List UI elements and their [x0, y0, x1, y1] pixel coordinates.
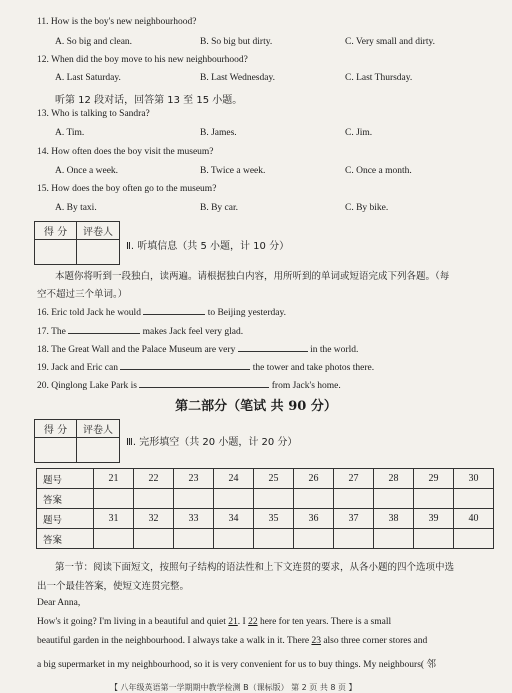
grader-cell[interactable] — [77, 240, 119, 264]
score-cell[interactable] — [35, 240, 77, 264]
answer-cell[interactable] — [94, 529, 134, 549]
option-11a: A. So big and clean. — [55, 37, 133, 47]
option-14a: A. Once a week. — [55, 166, 119, 176]
table-row-answers-1 — [37, 489, 494, 509]
section2-title: Ⅱ. 听填信息（共 5 小题，计 10 分） — [126, 241, 290, 252]
letter-line-1: How's it going? I'm living in a beautiful and quiet 21. I 22 here for ten years. There is a small — [37, 617, 392, 627]
cloze-blank-22[interactable]: 22 — [248, 617, 258, 627]
option-14c: C. Once a month. — [345, 166, 412, 176]
question-number: 23 — [174, 469, 214, 489]
table-row-answers-2 — [37, 529, 494, 549]
answer-cell[interactable] — [94, 489, 134, 509]
score-cell[interactable] — [35, 438, 77, 462]
page-footer: 【 八年级英语第一学期期中教学检测 B（课标版） 第 2 页 共 8 页 】 — [110, 683, 357, 692]
option-15c: C. By bike. — [345, 203, 389, 213]
question-number: 40 — [454, 509, 494, 529]
question-17: 17. The makes Jack feel very glad. — [37, 324, 243, 337]
option-12a: A. Last Saturday. — [55, 73, 121, 83]
option-11b: B. So big but dirty. — [200, 37, 273, 47]
answer-cell[interactable] — [254, 489, 294, 509]
question-number: 33 — [174, 509, 214, 529]
question-number: 35 — [254, 509, 294, 529]
answer-cell[interactable] — [374, 529, 414, 549]
question-20: 20. Qinglong Lake Park is from Jack's home. — [37, 378, 341, 391]
answer-cell[interactable] — [334, 489, 374, 509]
question-number: 26 — [294, 469, 334, 489]
letter-line-2: beautiful garden in the neighbourhood. I always take a walk in it. There 23 also three corner stores and — [37, 636, 428, 646]
question-number: 30 — [454, 469, 494, 489]
row-label-answer: 答案 — [37, 489, 94, 509]
score-label: 得 分 — [35, 420, 77, 438]
option-12b: B. Last Wednesday. — [200, 73, 275, 83]
passage-instruction-1: 第一节：阅读下面短文，按照句子结构的语法性和上下文连贯的要求，从各小题的四个选项中选 — [55, 562, 455, 573]
instruction-12: 听第 12 段对话，回答第 13 至 15 小题。 — [55, 95, 243, 106]
question-number: 28 — [374, 469, 414, 489]
score-box-section3 — [34, 419, 120, 463]
answer-blank-19[interactable] — [120, 360, 250, 370]
answer-blank-16[interactable] — [143, 305, 205, 315]
question-number: 27 — [334, 469, 374, 489]
answer-blank-18[interactable] — [238, 342, 308, 352]
answer-cell[interactable] — [454, 529, 494, 549]
section2-instruction-2: 空不超过三个单词。） — [37, 289, 128, 300]
option-12c: C. Last Thursday. — [345, 73, 413, 83]
question-14: 14. How often does the boy visit the museum? — [37, 147, 214, 157]
cloze-blank-23[interactable]: 23 — [311, 636, 321, 646]
option-14b: B. Twice a week. — [200, 166, 266, 176]
question-number: 39 — [414, 509, 454, 529]
answer-cell[interactable] — [374, 489, 414, 509]
answer-cell[interactable] — [134, 529, 174, 549]
answer-cell[interactable] — [134, 489, 174, 509]
row-label-answer: 答案 — [37, 529, 94, 549]
question-15: 15. How does the boy often go to the museum? — [37, 184, 217, 194]
row-label-number: 题号 — [37, 509, 94, 529]
question-number: 37 — [334, 509, 374, 529]
option-15a: A. By taxi. — [55, 203, 97, 213]
answer-blank-17[interactable] — [68, 324, 140, 334]
answer-blank-20[interactable] — [139, 378, 269, 388]
question-number: 31 — [94, 509, 134, 529]
part2-title: 第二部分（笔试 共 90 分） — [175, 399, 337, 414]
answer-cell[interactable] — [294, 529, 334, 549]
question-13: 13. Who is talking to Sandra? — [37, 109, 150, 119]
question-number: 36 — [294, 509, 334, 529]
question-11: 11. How is the boy's new neighbourhood? — [37, 17, 197, 27]
question-12: 12. When did the boy move to his new neighbourhood? — [37, 55, 248, 65]
answer-cell[interactable] — [414, 529, 454, 549]
option-13a: A. Tim. — [55, 128, 85, 138]
question-16: 16. Eric told Jack he would to Beijing yesterday. — [37, 305, 286, 318]
row-label-number: 题号 — [37, 469, 94, 489]
table-row-numbers-1 — [37, 469, 494, 489]
option-11c: C. Very small and dirty. — [345, 37, 435, 47]
cloze-blank-21[interactable]: 21 — [228, 617, 238, 627]
question-number: 38 — [374, 509, 414, 529]
answer-cell[interactable] — [214, 489, 254, 509]
answer-table — [36, 468, 494, 549]
question-19: 19. Jack and Eric can the tower and take photos there. — [37, 360, 374, 373]
question-number: 24 — [214, 469, 254, 489]
grader-cell[interactable] — [77, 438, 119, 462]
answer-cell[interactable] — [214, 529, 254, 549]
grader-label: 评卷人 — [77, 222, 119, 240]
question-number: 21 — [94, 469, 134, 489]
letter-line-3: a big supermarket in my neighbourhood, so it is very convenient for us to buy things. My neighbours( 邻 — [37, 660, 436, 670]
answer-cell[interactable] — [174, 489, 214, 509]
question-number: 32 — [134, 509, 174, 529]
option-13b: B. James. — [200, 128, 237, 138]
answer-cell[interactable] — [414, 489, 454, 509]
answer-cell[interactable] — [454, 489, 494, 509]
letter-greeting: Dear Anna, — [37, 598, 81, 608]
score-label: 得 分 — [35, 222, 77, 240]
section2-instruction-1: 本题你将听到一段独白，读两遍。请根据独白内容，用所听到的单词或短语完成下列各题。（每 — [55, 271, 450, 282]
option-15b: B. By car. — [200, 203, 238, 213]
answer-cell[interactable] — [294, 489, 334, 509]
answer-cell[interactable] — [334, 529, 374, 549]
question-number: 29 — [414, 469, 454, 489]
option-13c: C. Jim. — [345, 128, 373, 138]
question-number: 25 — [254, 469, 294, 489]
score-box-section2 — [34, 221, 120, 265]
grader-label: 评卷人 — [77, 420, 119, 438]
passage-instruction-2: 出一个最佳答案，使短文连贯完整。 — [37, 581, 190, 592]
table-row-numbers-2 — [37, 509, 494, 529]
answer-cell[interactable] — [174, 529, 214, 549]
question-number: 22 — [134, 469, 174, 489]
section3-title: Ⅲ. 完形填空（共 20 小题，计 20 分） — [126, 437, 298, 448]
question-number: 34 — [214, 509, 254, 529]
question-18: 18. The Great Wall and the Palace Museum are very in the world. — [37, 342, 358, 355]
answer-cell[interactable] — [254, 529, 294, 549]
